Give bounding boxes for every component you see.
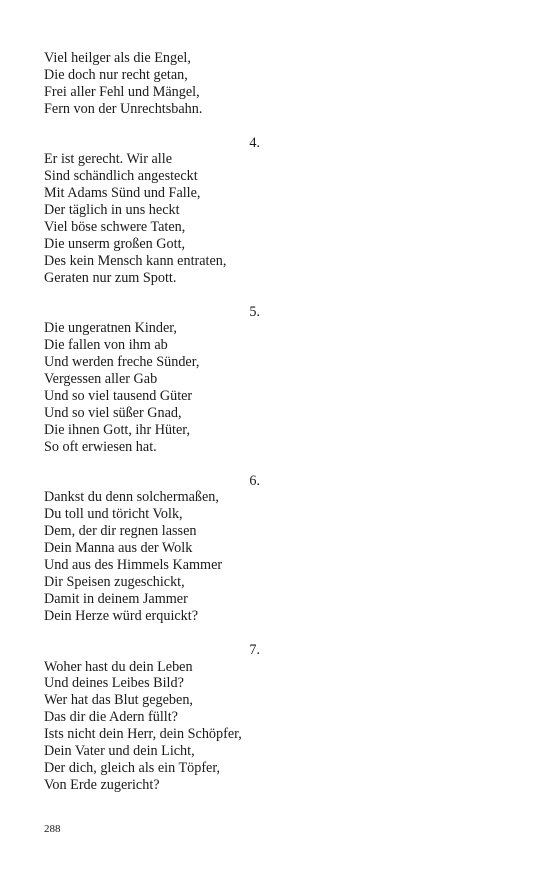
stanza bbox=[44, 135, 304, 287]
verse-line: Und so viel tausend Güter bbox=[44, 388, 193, 405]
verse-line: Er ist gerecht. Wir alle bbox=[44, 151, 172, 168]
stanza-gap bbox=[44, 456, 304, 473]
verse-line: Vergessen aller Gab bbox=[44, 371, 158, 388]
verse-line: Woher hast du dein Leben bbox=[44, 658, 193, 675]
verse-line: Die ungeratnen Kinder, bbox=[44, 320, 177, 337]
verse-line: Des kein Mensch kann entraten, bbox=[44, 252, 227, 269]
verse-line: Dankst du denn solchermaßen, bbox=[44, 489, 219, 506]
verse-line: Geraten nur zum Spott. bbox=[44, 269, 177, 286]
stanza-gap bbox=[44, 287, 304, 304]
stanza-gap bbox=[44, 118, 304, 135]
verse-line: Viel böse schwere Taten, bbox=[44, 219, 186, 236]
stanza bbox=[44, 304, 304, 456]
page-number: 288 bbox=[44, 823, 61, 835]
verse-line: Der dich, gleich als ein Töpfer, bbox=[44, 759, 221, 776]
verse-line: Und aus des Himmels Kammer bbox=[44, 557, 223, 574]
verse-line: Fern von der Unrechtsbahn. bbox=[44, 100, 203, 117]
verse-line: Sind schändlich angesteckt bbox=[44, 168, 198, 185]
verse-line: Dein Vater und dein Licht, bbox=[44, 742, 195, 759]
verse-line: Das dir die Adern füllt? bbox=[44, 709, 178, 726]
verse-line: Die fallen von ihm ab bbox=[44, 337, 168, 354]
verse-line: Von Erde zugericht? bbox=[44, 776, 160, 793]
verse-line: Die doch nur recht getan, bbox=[44, 66, 188, 83]
verse-line: Ists nicht dein Herr, dein Schöpfer, bbox=[44, 726, 242, 743]
verse-line: Wer hat das Blut gegeben, bbox=[44, 692, 193, 709]
verse-line: Der täglich in uns heckt bbox=[44, 202, 180, 219]
stanza-number: 7. bbox=[249, 641, 260, 658]
stanza bbox=[44, 473, 304, 625]
verse-line: Die ihnen Gott, ihr Hüter, bbox=[44, 421, 191, 438]
verse-line: Dem, der dir regnen lassen bbox=[44, 523, 197, 540]
verse-line: Damit in deinem Jammer bbox=[44, 590, 188, 607]
verse-line: Frei aller Fehl und Mängel, bbox=[44, 83, 200, 100]
verse-line: Du toll und töricht Volk, bbox=[44, 506, 183, 523]
stanza-number: 6. bbox=[249, 472, 260, 489]
stanza-gap bbox=[44, 625, 304, 642]
stanza bbox=[44, 642, 304, 794]
verse-line: Dir Speisen zugeschickt, bbox=[44, 573, 185, 590]
verse-line: Und werden freche Sünder, bbox=[44, 354, 200, 371]
verse-line: Mit Adams Sünd und Falle, bbox=[44, 185, 201, 202]
verse-line: Dein Manna aus der Wolk bbox=[44, 540, 193, 557]
stanza-number: 4. bbox=[249, 134, 260, 151]
verse-line: Die unserm großen Gott, bbox=[44, 235, 186, 252]
poem-text bbox=[44, 50, 304, 794]
verse-line: Dein Herze würd erquickt? bbox=[44, 607, 199, 624]
verse-line: So oft erwiesen hat. bbox=[44, 438, 157, 455]
stanza bbox=[44, 50, 304, 118]
stanza-number: 5. bbox=[249, 303, 260, 320]
verse-line: Viel heilger als die Engel, bbox=[44, 50, 191, 66]
verse-line: Und deines Leibes Bild? bbox=[44, 675, 184, 692]
verse-line: Und so viel süßer Gnad, bbox=[44, 404, 182, 421]
